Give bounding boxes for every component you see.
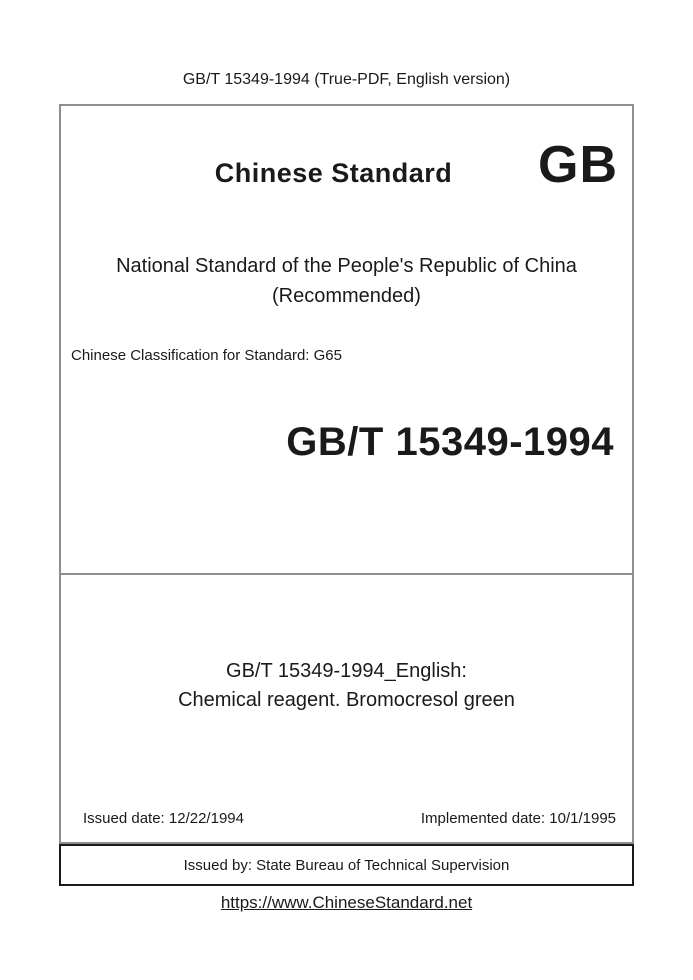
national-standard-block: [61, 251, 632, 311]
gb-logo: GB: [538, 136, 618, 194]
implemented-date: Implemented date: 10/1/1995: [420, 810, 616, 827]
issued-date: Issued date: 12/22/1994: [83, 810, 244, 827]
english-title-line2: Chemical reagent. Bromocresol green: [178, 689, 515, 711]
dates-row: [83, 810, 616, 827]
english-title-line1: GB/T 15349-1994_English:: [226, 660, 467, 682]
national-standard-line: National Standard of the People's Republic of China: [116, 255, 577, 277]
brand-title: Chinese Standard: [214, 158, 453, 188]
issued-by-text: Issued by: State Bureau of Technical Supervision: [183, 856, 510, 874]
english-title-block: [61, 657, 632, 715]
document-header: GB/T 15349-1994 (True-PDF, English version): [182, 71, 511, 88]
standard-cover-box: [59, 104, 634, 844]
standard-number: GB/T 15349-1994: [286, 420, 614, 464]
classification-text: Chinese Classification for Standard: G65: [71, 347, 342, 364]
footer: [0, 893, 693, 913]
website-link[interactable]: https://www.ChineseStandard.net: [220, 893, 473, 912]
recommended-line: (Recommended): [272, 285, 421, 307]
section-divider: [61, 573, 632, 575]
issued-by-box: [59, 844, 634, 886]
